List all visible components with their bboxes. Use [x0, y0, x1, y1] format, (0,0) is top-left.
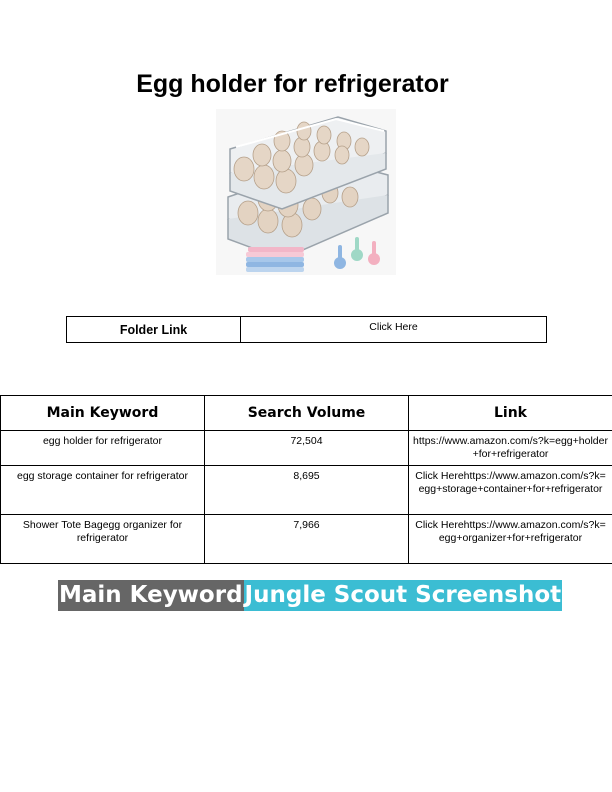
volume-cell: 7,966	[205, 515, 409, 564]
folder-link-value[interactable]: Click Here	[241, 317, 547, 343]
jungle-scout-banner	[58, 580, 562, 611]
page-title: Egg holder for refrigerator	[136, 70, 449, 98]
folder-link-label: Folder Link	[67, 317, 241, 343]
column-header-link: Link	[409, 396, 612, 431]
keyword-cell: Shower Tote Bagegg organizer for refrigerator	[1, 515, 205, 564]
folder-link-table	[66, 316, 547, 343]
column-header-main-keyword: Main Keyword	[1, 396, 205, 431]
link-cell[interactable]: Click Herehttps://www.amazon.com/s?k=egg+organizer+for+refrigerator	[409, 515, 612, 564]
egg-holder-product-icon	[216, 109, 396, 275]
keywords-table	[0, 395, 612, 564]
table-row	[1, 466, 612, 515]
table-row	[1, 515, 612, 564]
link-cell[interactable]: https://www.amazon.com/s?k=egg+holder+for+refrigerator	[409, 431, 612, 466]
banner-jungle-scout-screenshot: Jungle Scout Screenshot	[244, 580, 563, 611]
volume-cell: 8,695	[205, 466, 409, 515]
table-row	[1, 431, 612, 466]
banner-main-keyword: Main Keyword	[58, 580, 244, 611]
table-header-row	[1, 396, 612, 431]
column-header-search-volume: Search Volume	[205, 396, 409, 431]
keyword-cell: egg storage container for refrigerator	[1, 466, 205, 515]
volume-cell: 72,504	[205, 431, 409, 466]
link-cell[interactable]: Click Herehttps://www.amazon.com/s?k=egg+storage+container+for+refrigerator	[409, 466, 612, 515]
product-image	[216, 109, 396, 275]
keyword-cell: egg holder for refrigerator	[1, 431, 205, 466]
